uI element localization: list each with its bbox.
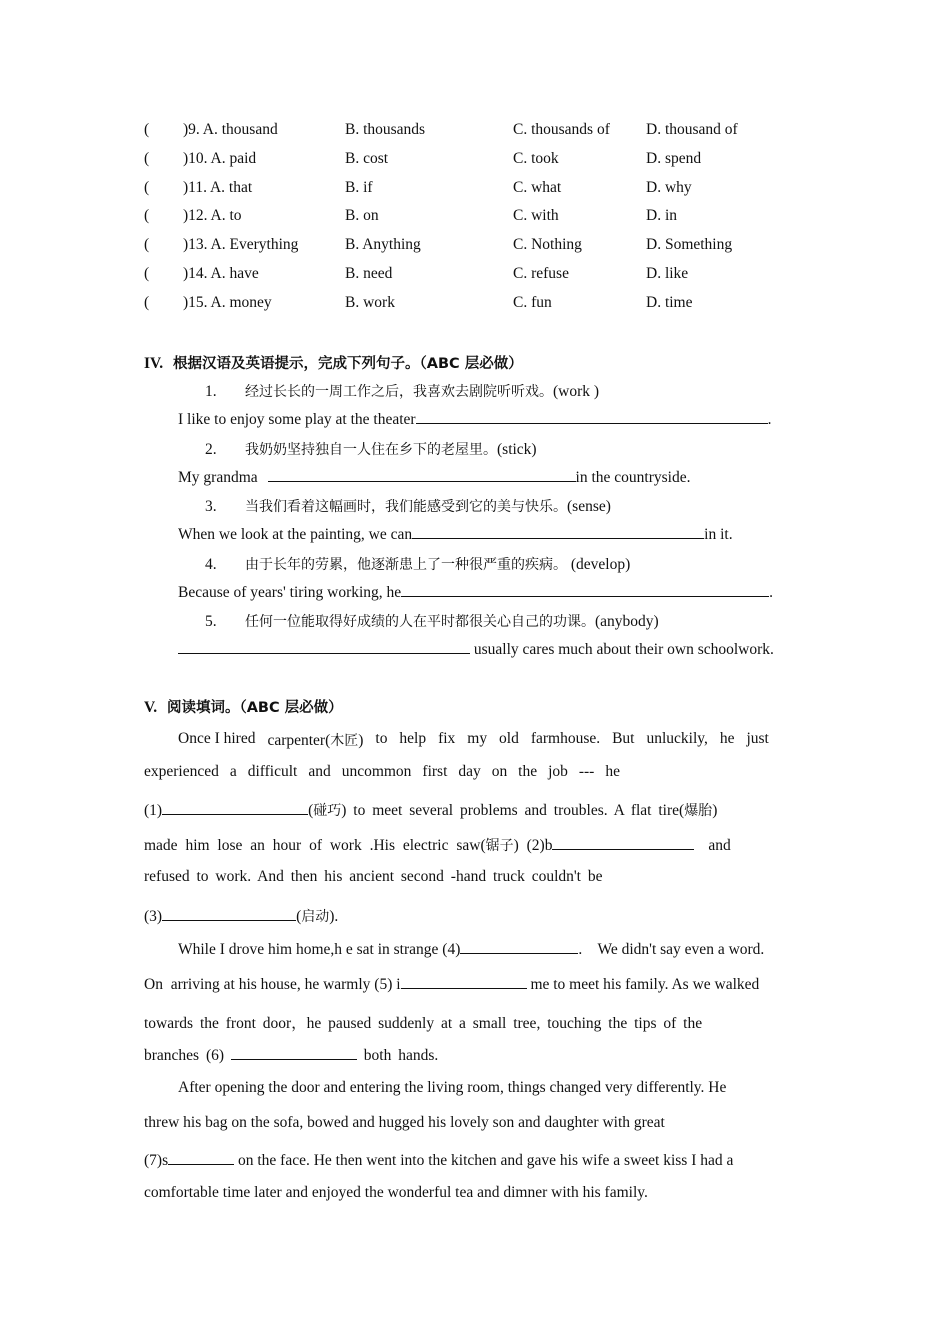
word: just <box>746 730 769 747</box>
iv-item-2-answer <box>178 466 690 487</box>
word: to <box>375 730 388 747</box>
iv-item-5-prompt <box>205 611 659 631</box>
chinese-gloss: 锯子 <box>485 838 514 854</box>
word: experienced <box>144 763 219 780</box>
reading-blank-3[interactable] <box>162 905 296 921</box>
item-number: 2. <box>205 441 217 458</box>
question-number-option-a: )13. A. Everything <box>183 236 299 253</box>
reading-blank-6[interactable] <box>231 1044 357 1060</box>
text: both hands. <box>356 1047 439 1064</box>
item-number: 4. <box>205 556 217 573</box>
option-c: C. thousands of <box>513 121 610 138</box>
text: ( <box>308 802 314 819</box>
p2-line-1 <box>178 938 764 959</box>
word: unluckily, <box>646 730 708 747</box>
iv-item-1-answer <box>178 408 771 429</box>
p1-line-6 <box>144 905 338 926</box>
chinese-gloss: 启动 <box>301 909 330 925</box>
p1-line-3 <box>144 799 717 820</box>
p3-line-4 <box>144 1184 648 1202</box>
chinese-prompt: 任何一位能取得好成绩的人在平时都很关心自己的功课。 <box>245 614 595 630</box>
word: first <box>422 763 448 780</box>
word: Once I hired <box>178 730 256 747</box>
p3-line-2 <box>144 1114 665 1132</box>
item-number: 5. <box>205 613 217 630</box>
sentence-start: Because of years' tiring working, he <box>178 584 402 601</box>
question-number-option-a: )10. A. paid <box>183 150 257 167</box>
p2-line-4 <box>144 1044 438 1065</box>
p2-line-2 <box>144 973 759 994</box>
text: threw his bag on the sofa, bowed and hugged his lovely son and daughter with great <box>144 1114 665 1131</box>
option-c: C. Nothing <box>513 236 582 253</box>
iv-item-4-answer <box>178 581 773 602</box>
word: on <box>491 763 508 780</box>
reading-blank-4[interactable] <box>460 938 578 954</box>
item-number: 1. <box>205 383 217 400</box>
answer-paren-open[interactable]: ( <box>144 294 150 311</box>
text: made him lose an hour of work .His electric saw( <box>144 837 486 854</box>
section-iv-heading <box>144 352 523 373</box>
word: carpenter( <box>267 732 331 749</box>
reading-blank-2[interactable] <box>552 834 694 850</box>
english-hint: (stick) <box>497 441 537 458</box>
option-b: B. on <box>345 207 379 224</box>
word: he <box>719 730 735 747</box>
text: ) (2)b <box>513 837 553 854</box>
mc-question-row <box>144 179 844 201</box>
iv-item-3-prompt <box>205 496 611 516</box>
mc-question-row <box>144 294 844 316</box>
text: ). <box>329 908 339 925</box>
text: me to meet his family. As we walked <box>526 976 760 993</box>
word: But <box>612 730 635 747</box>
chinese-gloss: 碰巧 <box>313 803 342 819</box>
question-number-option-a: )12. A. to <box>183 207 242 224</box>
english-hint: (work ) <box>553 383 600 400</box>
section-iv-title: 根据汉语及英语提示，完成下列句子。（ABC 层必做） <box>172 356 523 372</box>
option-c: C. what <box>513 179 562 196</box>
word: farmhouse. <box>530 730 601 747</box>
sentence-end: in the countryside. <box>575 469 691 486</box>
english-hint: (develop) <box>567 556 631 573</box>
question-number-option-a: )9. A. thousand <box>183 121 278 138</box>
sentence-start: I like to enjoy some play at the theater <box>178 411 416 428</box>
mc-question-row <box>144 207 844 229</box>
word: uncommon <box>341 763 412 780</box>
text: ) <box>712 802 718 819</box>
word: help <box>399 730 427 747</box>
text: ) to meet several problems and troubles. A flat tire( <box>341 802 685 819</box>
mc-question-row <box>144 150 844 172</box>
p2-line-3 <box>144 1011 702 1033</box>
option-b: B. need <box>345 265 393 282</box>
word: difficult <box>247 763 298 780</box>
option-b: B. work <box>345 294 395 311</box>
reading-blank-7[interactable] <box>168 1149 234 1165</box>
word: the <box>518 763 538 780</box>
word: old <box>499 730 519 747</box>
text: While I drove him home,h e sat in strange (4) <box>178 941 461 958</box>
answer-paren-open[interactable]: ( <box>144 150 150 167</box>
word: job <box>548 763 568 780</box>
answer-paren-open[interactable]: ( <box>144 265 150 282</box>
word: --- <box>578 763 595 780</box>
p1-line-4 <box>144 834 731 855</box>
option-d: D. time <box>646 294 693 311</box>
iv-item-3-answer <box>178 523 733 544</box>
chinese-gloss: 爆胎 <box>684 803 713 819</box>
mc-question-row <box>144 121 844 143</box>
option-d: D. spend <box>646 150 702 167</box>
chinese-prompt: 当我们看着这幅画时，我们能感受到它的美与快乐。 <box>245 499 567 515</box>
option-d: D. Something <box>646 236 733 253</box>
iv-item-5-answer <box>178 638 774 659</box>
answer-blank-1[interactable] <box>416 408 768 424</box>
iv-item-1-prompt <box>205 381 599 401</box>
word-group <box>267 730 363 750</box>
question-number-option-a: )14. A. have <box>183 265 259 282</box>
word: fix <box>438 730 456 747</box>
text: refused to work. And then his ancient second -hand truck couldn't be <box>144 868 603 885</box>
sentence-end: usually cares much about their own schoolwork. <box>470 641 774 658</box>
p3-line-3 <box>144 1149 733 1170</box>
word: a <box>229 763 237 780</box>
text: and <box>700 837 731 854</box>
option-d: D. thousand of <box>646 121 738 138</box>
section-v-title: 阅读填词。（ABC 层必做） <box>166 700 343 716</box>
option-b: B. Anything <box>345 236 421 253</box>
english-hint: (anybody) <box>595 613 659 630</box>
question-number-option-a: )15. A. money <box>183 294 272 311</box>
p1-line-1 <box>178 730 769 750</box>
iv-item-2-prompt <box>205 439 537 459</box>
reading-blank-1[interactable] <box>162 799 308 815</box>
sentence-start: When we look at the painting, we can <box>178 526 413 543</box>
section-v-number: V. <box>144 699 158 716</box>
word: my <box>467 730 488 747</box>
text: . We didn't say even a word. <box>578 941 765 958</box>
text: On arriving at his house, he warmly (5) i <box>144 976 401 993</box>
item-number: 3. <box>205 498 217 515</box>
option-d: D. in <box>646 207 677 224</box>
mc-question-row <box>144 236 844 258</box>
text: on the face. He then went into the kitchen and gave his wife a sweet kiss I had a <box>234 1152 734 1169</box>
answer-paren-open[interactable]: ( <box>144 179 150 196</box>
blank-label: (7)s <box>144 1152 169 1169</box>
english-hint: (sense) <box>567 498 611 515</box>
chinese-prompt: 我奶奶坚持独自一人住在乡下的老屋里。 <box>245 442 497 458</box>
sentence-end: . <box>767 411 772 428</box>
word: ) <box>358 732 364 749</box>
p3-line-1 <box>178 1079 726 1097</box>
reading-blank-5[interactable] <box>401 973 527 989</box>
chinese-gloss: 木匠 <box>330 733 359 749</box>
answer-paren-open[interactable]: ( <box>144 207 150 224</box>
option-d: D. like <box>646 265 689 282</box>
text: branches (6) <box>144 1047 231 1064</box>
blank-label: (1) <box>144 802 163 819</box>
answer-paren-open[interactable]: ( <box>144 121 150 138</box>
answer-blank-2[interactable] <box>268 466 576 482</box>
answer-blank-5[interactable] <box>178 638 470 654</box>
p1-line-2 <box>144 763 620 781</box>
blank-label: (3) <box>144 908 163 925</box>
option-c: C. took <box>513 150 559 167</box>
word: he <box>605 763 620 780</box>
word: day <box>458 763 481 780</box>
text: comfortable time later and enjoyed the wonderful tea and dimner with his family. <box>144 1184 648 1201</box>
sentence-end: . <box>769 584 774 601</box>
option-c: C. fun <box>513 294 552 311</box>
word: and <box>308 763 331 780</box>
chinese-prompt: 由于长年的劳累，他逐渐患上了一种很严重的疾病。 <box>245 557 567 573</box>
option-b: B. if <box>345 179 373 196</box>
section-v-heading <box>144 696 343 717</box>
option-c: C. with <box>513 207 559 224</box>
answer-blank-3[interactable] <box>412 523 704 539</box>
text: towards the front door，he paused suddenly at a small tree, touching the tips of the <box>144 1015 703 1032</box>
section-iv-number: IV. <box>144 355 164 372</box>
chinese-prompt: 经过长长的一周工作之后，我喜欢去剧院听听戏。 <box>245 384 553 400</box>
mc-question-row <box>144 265 844 287</box>
iv-item-4-prompt <box>205 554 630 574</box>
option-c: C. refuse <box>513 265 569 282</box>
answer-paren-open[interactable]: ( <box>144 236 150 253</box>
text: After opening the door and entering the living room, things changed very differently. He <box>178 1079 727 1096</box>
option-d: D. why <box>646 179 692 196</box>
sentence-start: My grandma <box>178 469 262 486</box>
sentence-end: in it. <box>704 526 733 543</box>
p1-line-5 <box>144 868 603 886</box>
option-b: B. thousands <box>345 121 426 138</box>
text: ( <box>296 908 302 925</box>
option-b: B. cost <box>345 150 389 167</box>
answer-blank-4[interactable] <box>401 581 769 597</box>
question-number-option-a: )11. A. that <box>183 179 253 196</box>
